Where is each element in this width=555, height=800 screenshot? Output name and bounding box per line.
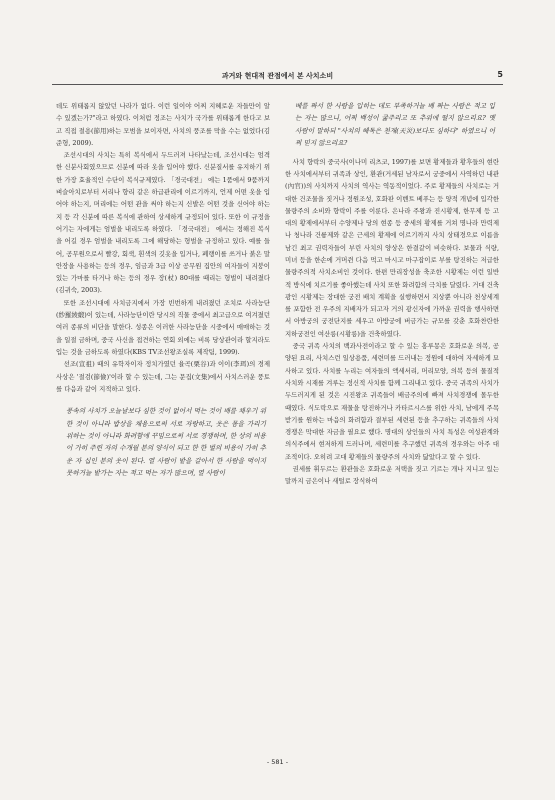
- paragraph: 중국 귀족 사치의 백과사전이라고 할 수 있는 홍루몽은 호화로운 의복, 공양된 요리, 사치스런 일상용품, 세련미를 드러내는 정원에 대하여 자세하게 묘사하고 있다. 사치를 누리는 여자들의 액세서리, 머리모양, 의복 등의 물질적 사치와 시재를 겨루는 정신적 사치를 함께 그리내고 있다. 중국 귀족의 사치가 두드러지게 된 것은 시진왕조 귀족들이 배금주의에 빠져 사치경쟁에 몰두한 때였다. 식도락으로 재물을 탕진하거나 카타르시스를 위한 사치, 남에게 주목받기를 원하는 마음의 화려함과 결부된 세련된 등을 추구하는 귀족들의 사치경쟁은 막대한 자금을 필요로 했다. 명대의 상인들의 사치 특성은 여성관계와 의식주에서 현저하게 드러나며, 세련미를 추구했던 귀족의 경우와는 아주 대조적이다. 오히려 고대 황제들의 물량주의 사치와 닮았다고 할 수 있다.: [285, 342, 499, 461]
- block-quote: 베를 짜서 한 사람을 입히는 데도 부족하거늘 베 짜는 사람은 적고 입는 자는 많으니, 어찌 백성이 굶주리고 또 추위에 떨지 않으리요? 옛 사람이 말하되 "사치의 해독은 천재(天災)보다도 심하다" 하였으니 어찌 믿지 않으리요?: [295, 102, 495, 148]
- paragraph: 사치 향락의 중국사(이나미 리츠코, 1997)를 보면 황제들과 황후들의 현란한 사치에서부터 귀족과 상인, 환관(거세된 남자로서 궁중에서 사역하던 내관(內官))의 사치까지 사치의 역사는 역동적이었다. 주로 황제들의 사치로는 거대한 건조물을 짓거나 정원조성, 호화판 이벤트 베푸는 등 양적 개념에 입각한 물량주의 소비와 향락이 주를 이룬다. 은나라 주왕과 진시황제, 한무제 등 고대의 황제에서부터 수양제나 당의 현종 등 중세의 황제를 거쳐 명나라 만력제나 청나라 건륭제와 같은 근세의 황제에 이르기까지 사치 상태경으로 이름을 남긴 최고 권력자들이 부린 사치의 양상은 한결같이 비슷하다. 보물과 식량, 미녀 등을 한손에 거머쥔 다음 먹고 마시고 마구잡이로 부를 탕진하는 저급한 물량주의적 사치소비인 것이다. 한편 만리장성을 축조한 시황제는 이런 일반적 방식에 치르기를 좋아했는데 사치 또한 화려함의 극치를 달렸다. 거대 건축광인 시황제는 장대한 궁전 배치 계획을 실행하면서 지상뿐 아니라 천상세계를 포함한 전 우주의 지배자가 되고자 거의 광신자에 가까운 권력을 행사하면서 아방궁의 궁전단지를 세우고 아방궁에 버금가는 규모를 갖춘 호화찬란한 지하궁전인 여산릉(시황릉)을 건축하였다.: [285, 157, 499, 338]
- header-page-number: 5: [497, 70, 503, 79]
- paragraph: 또한 조선시대에 사치금지에서 가장 빈번하게 내려졌던 조치로 사라능단(紗羅綾緞)이 있는데, 사라능단이란 당시의 직물 중에서 최고급으로 여겨졌던 여러 종류의 비단을 말한다. 성종은 이러한 사라능단을 시중에서 매매하는 것을 일절 금하며, 중국 사신을 접견하는 연회 외에는 비록 당상관이라 할지라도 입는 것을 금하도록 하였다(KBS TV조선왕조실록 제작팀, 1999).: [56, 298, 270, 356]
- paragraph: 데도 위태롭지 않았던 나라가 없다. 이런 일이야 어찌 지혜로운 자들만이 알 수 있겠는가?"라고 하였다. 이처럼 정조는 사치가 국가를 위태롭게 한다고 보고 직접 절용(節用)하는 모범을 보이자면, 사치의 풍조를 막을 수는 없었다(김준형, 2009).: [56, 102, 270, 147]
- block-quote: 풍속의 사치가 오늘날보다 심한 것이 없어서 먹는 것이 배를 채우기 위한 것이 아니라 밥상을 채움으로써 서로 자랑하고, 옷은 몸을 가리기 위하는 것이 아니라 화려함에 꾸밈으로써 서로 경쟁하며, 한 상의 비용이 가히 주린 자의 수개월 분의 양식이 되고 한 한 벌의 비용이 가히 추운 자 십인 분의 옷이 된다. 열 사람이 밭을 갈아서 한 사람을 먹이지 못하거늘 밭가는 자는 적고 먹는 자가 많으며, 열 사람이: [66, 407, 266, 478]
- page-footer: [0, 758, 555, 766]
- right-column: [285, 100, 499, 488]
- paragraph: 선조(宣祖) 때의 유학자이자 정치가였던 율곡(栗谷)과 이이(李珥)의 경제사상은 '절검(節儉)'이라 할 수 있는데, 그는 문집(文集)에서 사치스러운 풍토를 다음과 같이 지적하고 있다.: [56, 360, 270, 393]
- footer-page-number: - 581 -: [266, 758, 289, 766]
- left-column: [56, 100, 270, 480]
- paragraph: 조선시대의 사치는 특히 복식에서 두드러져 나타났는데, 조선시대는 엄격한 신분사회였으므로 신분에 따라 옷을 입어야 했다. 신분질서를 유지하기 위한 가장 효율적인 수단이 복식규제였다. 「경국대전」 에는 1품에서 9품까지 벼슬아치로부터 서리나 향리 같은 하급관리에 이르기까지, 언제 어떤 옷을 입어야 하는지, 머리에는 어떤 관을 써야 하는지 신발은 어떤 것을 신어야 하는지 등 각 신분에 따른 복식에 관하여 상세하게 규정되어 있다. 또한 이 규정을 어기는 자에게는 엄벌을 내리도록 하였다. 「경국대전」 에서는 정해진 복식을 어길 경우 엄벌을 내리도록 그에 해당하는 형벌을 규정하고 있다. 예를 들어, 공무원으로서 빨강, 회색, 흰색의 깃옷을 입거나, 폐랭이를 쓰거나 붉은 말안장을 사용하는 등의 경우, 임금과 3급 이상 공무원 집안의 여자들이 지붕이 있는 가마를 타거나 하는 등의 경우 장(杖) 80대를 때리는 형벌이 내려졌다(김귀숙, 2003).: [56, 151, 270, 295]
- running-header: [52, 68, 503, 85]
- running-title: 과거와 현대적 관점에서 본 사치소비: [221, 72, 334, 80]
- paragraph: 권세를 휘두르는 환관들은 호화로운 저택을 짓고 기르는 개나 지니고 있는 말까지 금은이나 새털로 장식하여: [285, 465, 499, 486]
